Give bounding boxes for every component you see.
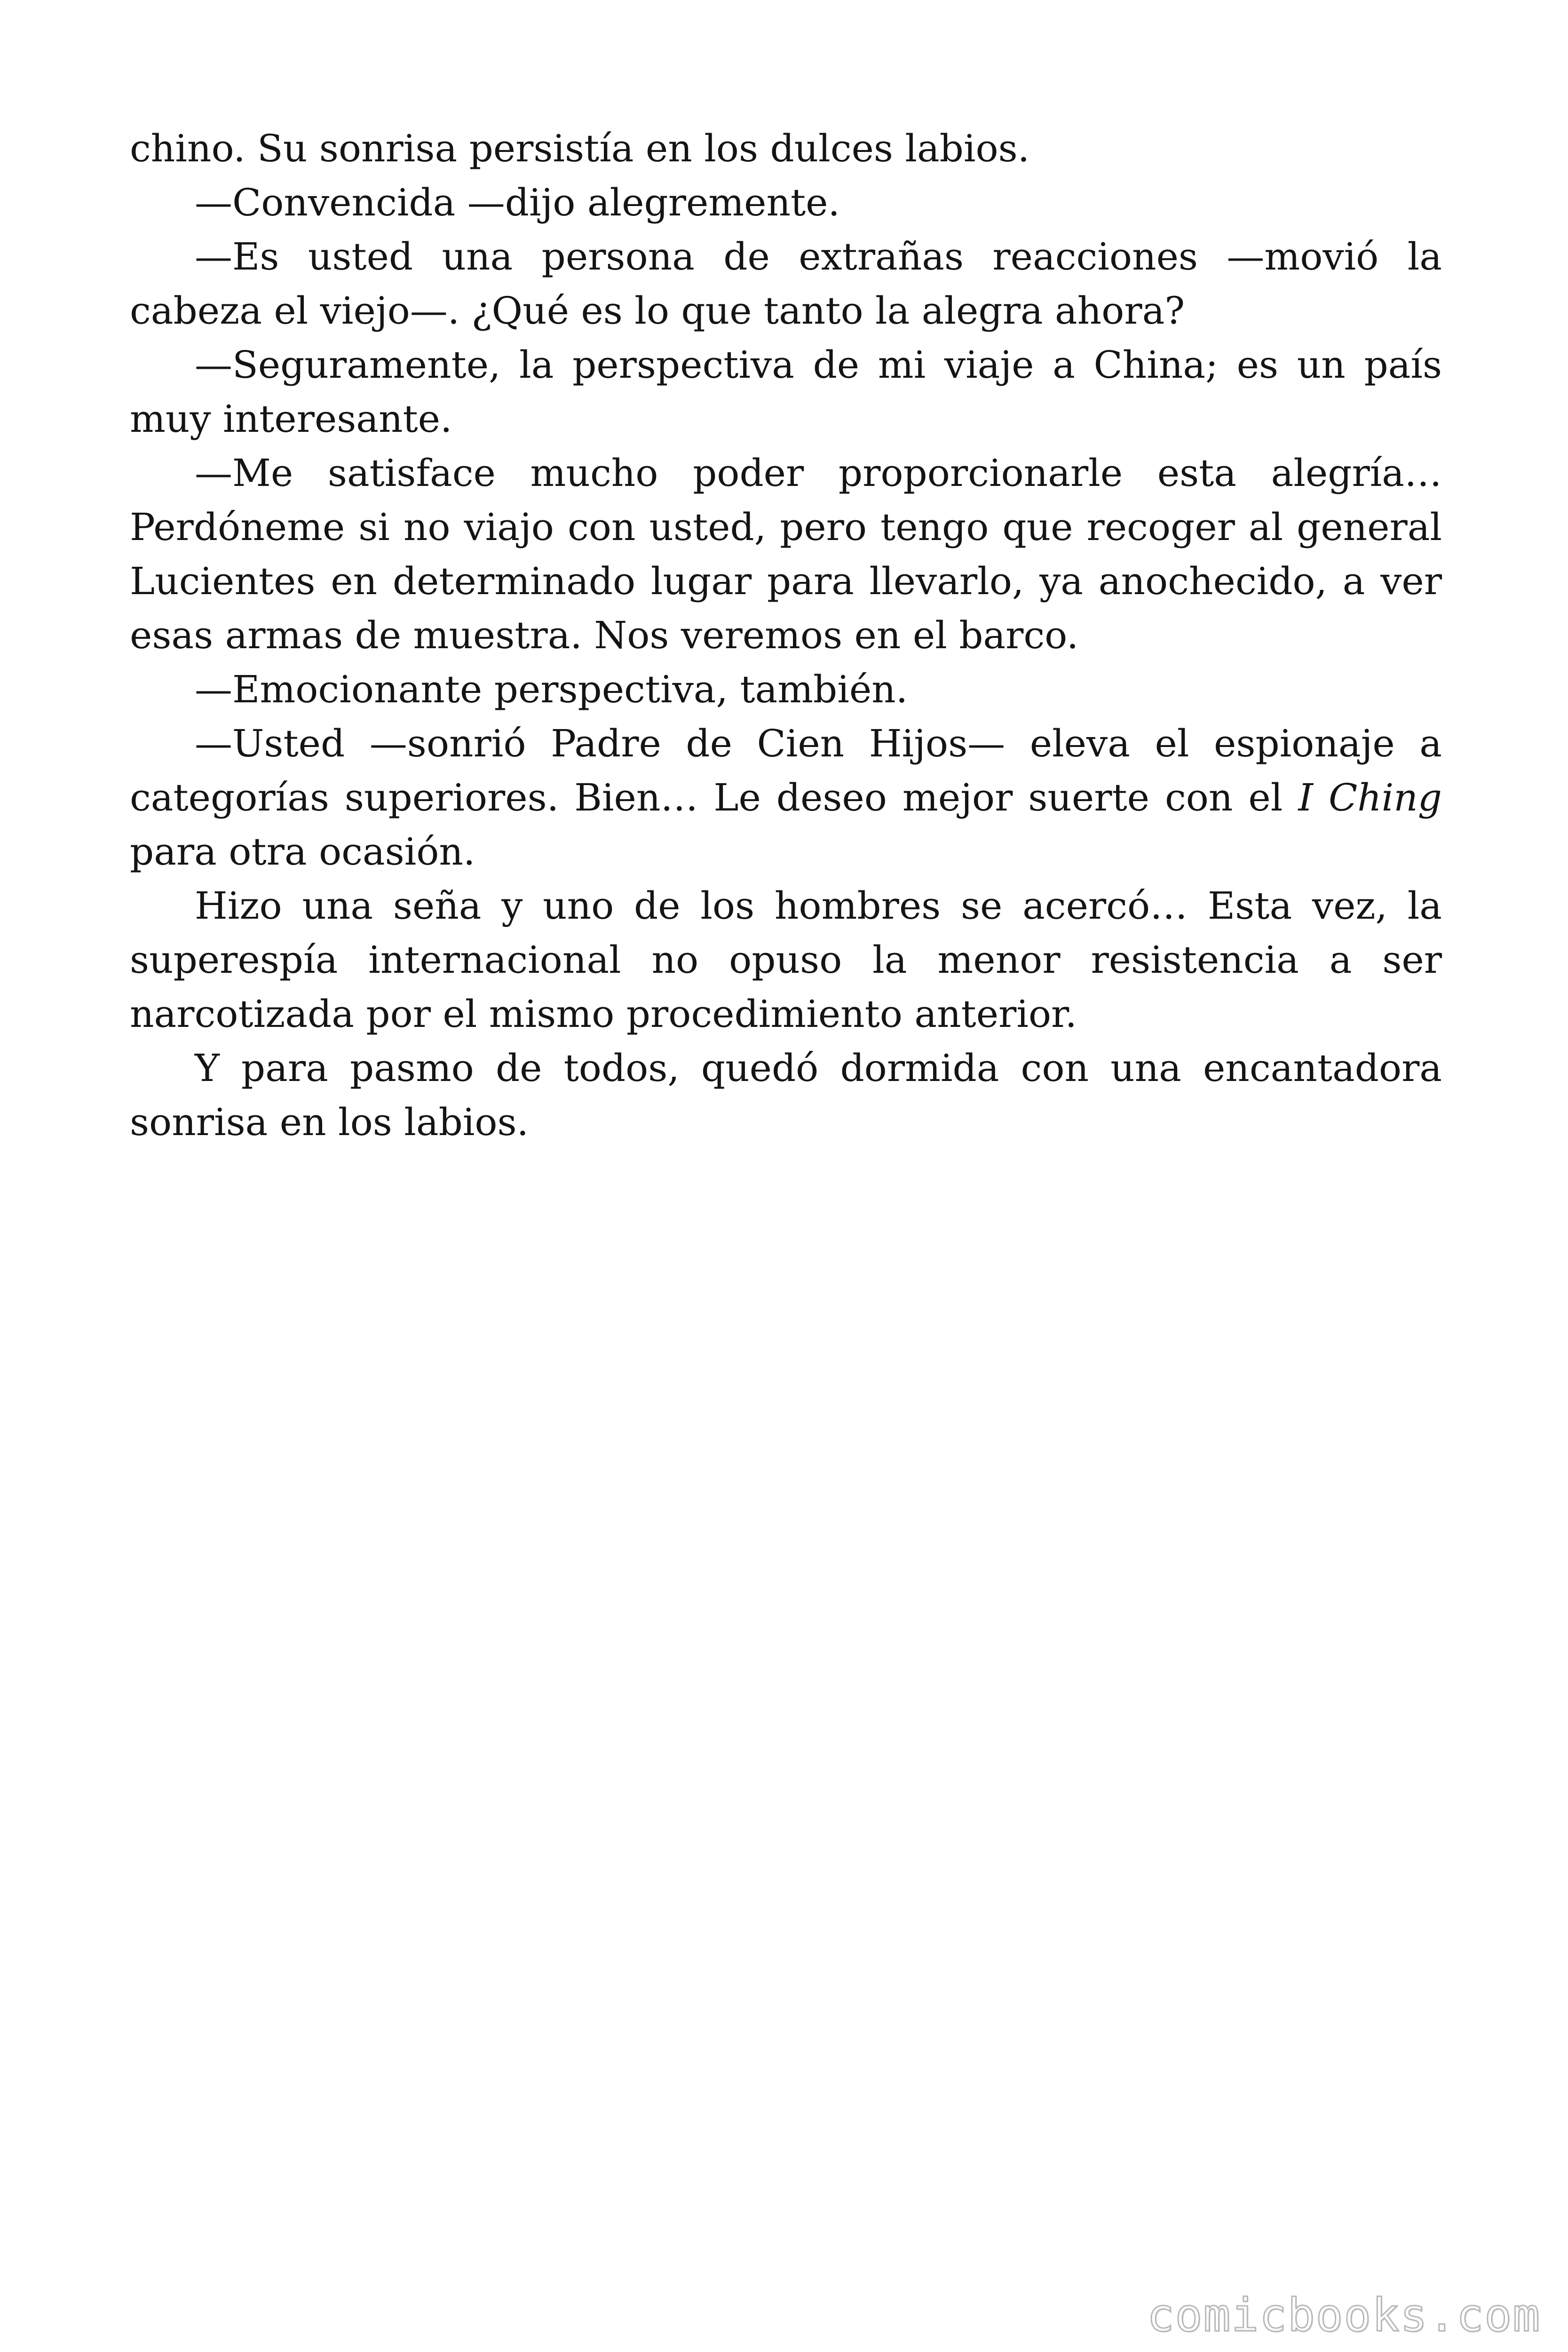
paragraph-7-end: para otra ocasión.	[130, 830, 475, 874]
paragraph-7	[130, 716, 1442, 879]
watermark-logo: comicbooks.com	[1147, 2289, 1541, 2342]
paragraph-8: Hizo una seña y uno de los hombres se acercó… Esta vez, la superespía internacional no opuso la menor resistencia a ser narcotizada por el mismo procedimiento anterior.	[130, 884, 1442, 1036]
paragraph-1: chino. Su sonrisa persistía en los dulces labios.	[130, 127, 1030, 170]
paragraph-6: —Emocionante perspectiva, también.	[195, 667, 908, 711]
paragraph-5: —Me satisface mucho poder proporcionarle esta alegría… Perdóneme si no viajo con usted, pero tengo que recoger al general Lucientes en determinado lugar para llevarlo, ya anochecido, a ver esas armas de muestra. Nos veremos en el barco.	[130, 451, 1442, 657]
paragraph-4: —Seguramente, la perspectiva de mi viaje a China; es un país muy interesante.	[130, 343, 1442, 441]
page-body	[130, 121, 1442, 1149]
paragraph-7-start: —Usted —sonrió Padre de Cien Hijos— eleva el espionaje a categorías superiores. Bien… Le deseo mejor suerte con el	[130, 722, 1442, 819]
paragraph-9: Y para pasmo de todos, quedó dormida con una encantadora sonrisa en los labios.	[130, 1046, 1442, 1144]
paragraph-3: —Es usted una persona de extrañas reacciones —movió la cabeza el viejo—. ¿Qué es lo que tanto la alegra ahora?	[130, 235, 1442, 333]
paragraph-2: —Convencida —dijo alegremente.	[195, 181, 840, 224]
book-title-italic: I Ching	[1298, 776, 1442, 819]
